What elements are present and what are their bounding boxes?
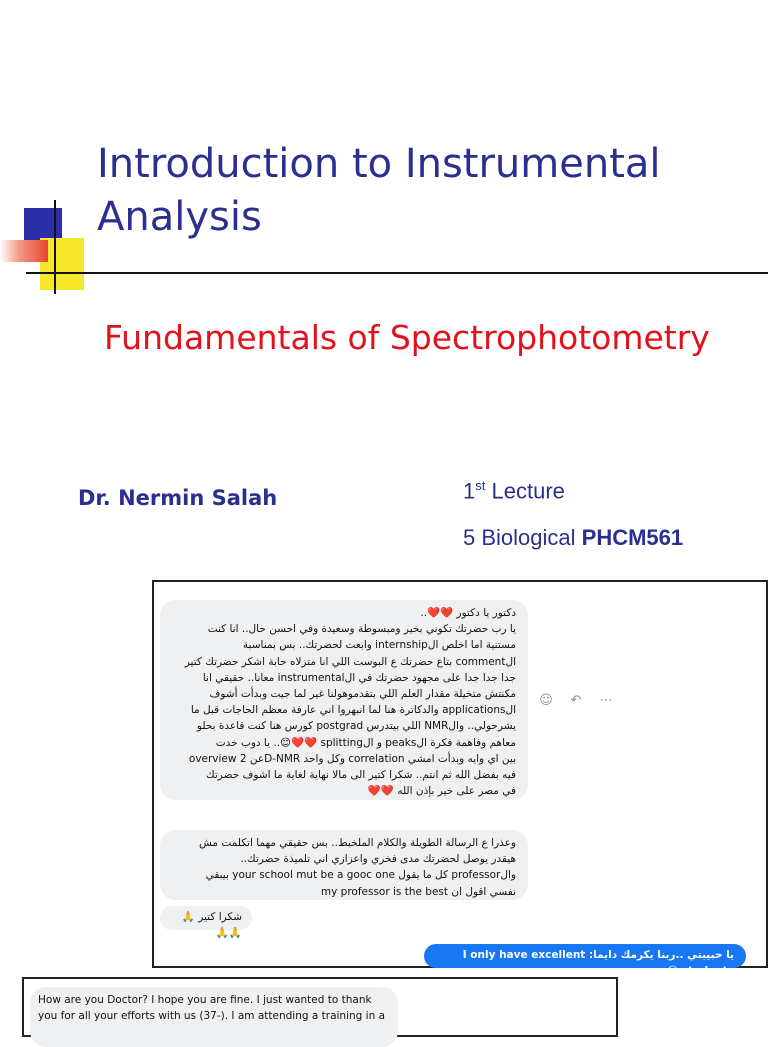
- slide-logo-decoration: [0, 200, 100, 300]
- slide-subtitle: Fundamentals of Spectrophotometry: [104, 318, 710, 357]
- lecture-word: Lecture: [491, 478, 565, 504]
- message-bubble-2: [160, 830, 528, 900]
- message-line: you for all your efforts with us (37-). I am attending a training in a: [38, 1010, 386, 1023]
- message-line: هيقدر يوصل لحضرتك مدى فخري واعزازي اني تلميذة حضرتك..: [240, 853, 516, 866]
- slide-title-line1: Introduction to Instrumental: [97, 141, 661, 187]
- message-bubble-english: [30, 987, 398, 1047]
- logo-vertical-line: [54, 200, 56, 294]
- message-actions: [538, 693, 614, 709]
- message-line: وعذرا ع الرسالة الطويلة والكلام الملخبط.. بس حقيقي مهما اتكلمت مش: [199, 837, 516, 849]
- message-line: مستنية اما اخلص الinternship وابعت لحضرتك.. بس بمناسبة: [242, 639, 516, 652]
- reply-icon[interactable]: ↶: [570, 693, 582, 708]
- slide-title: [97, 138, 737, 244]
- lecture-number: 1: [463, 478, 476, 504]
- message-line: يا رب حضرتك تكوني بخير ومبسوطة وسعيدة وفي احسن حال.. انا كنت: [207, 623, 516, 636]
- message-line: جدا جدا جدا على مجهود حضرتك في الinstrumental معانا.. حقيقي انا: [202, 671, 516, 684]
- course-prefix: 5 Biological: [463, 525, 576, 550]
- message-line: مكنتش متخيلة مقدار العلم اللي بتقدموهولنا غير لما جيت وبدأت أشوف: [209, 688, 516, 701]
- emoji-icon[interactable]: ☺: [539, 693, 553, 708]
- message-line: فيه بفضل الله ثم انتم.. شكرا كتير الى مالا نهاية لغاية ما اشوف حضرتك: [206, 769, 516, 782]
- message-line: الcomment بتاع حضرتك ع البوست اللي انا متزلاه حابة اشكر حضرتك كتير: [184, 655, 516, 668]
- chat-screenshot-2: [22, 977, 618, 1037]
- title-underline: [26, 272, 768, 274]
- message-line: الapplications والدكاترة هنا لما انبهروا اني عارفة معظم الحاجات قبل ما: [190, 704, 516, 717]
- chat-screenshot: [152, 580, 768, 978]
- slide-title-line2: Analysis: [97, 194, 262, 240]
- message-bubble-3: شكرا كتير 🙏🙏🙏: [160, 906, 252, 930]
- lecture-label: [463, 478, 565, 504]
- message-bubble-1: [160, 600, 528, 800]
- message-line: نفسي اقول ان my professor is the best: [320, 885, 516, 898]
- course-code: PHCM561: [581, 525, 684, 550]
- message-line: How are you Doctor? I hope you are fine. I just wanted to thank: [38, 994, 372, 1006]
- author-name: Dr. Nermin Salah: [78, 486, 278, 510]
- course-label: [463, 525, 683, 551]
- message-line: يشرحولي.. والNMR اللي بيتدرس postgrad كورس هنا كنت قاعدة بحلو: [196, 720, 516, 733]
- more-icon[interactable]: ⋯: [599, 693, 613, 708]
- logo-red-bar: [0, 240, 48, 262]
- lecture-ordinal-suffix: st: [475, 478, 486, 493]
- reply-bubble: يا حبيبتي ..ربنا يكرمك دايما: I only have excellent students 😍: [424, 944, 746, 968]
- message-line: في مصر على خير بإذن الله ❤️❤️: [367, 785, 516, 798]
- message-line: overview عن 2D-NMR وكل واحد correlation بين اي وايه وبدأت امشي: [188, 752, 516, 765]
- message-line: والprofessor كل ما يقول your school mut be a gooc one بيبقي: [205, 869, 516, 882]
- message-line: دكتور يا دكتور ❤️❤️..: [420, 607, 516, 619]
- message-line: معاهم وفاهمة فكرة الpeaks و الsplitting ❤️❤️😊.. يا دوب خدت: [215, 736, 516, 749]
